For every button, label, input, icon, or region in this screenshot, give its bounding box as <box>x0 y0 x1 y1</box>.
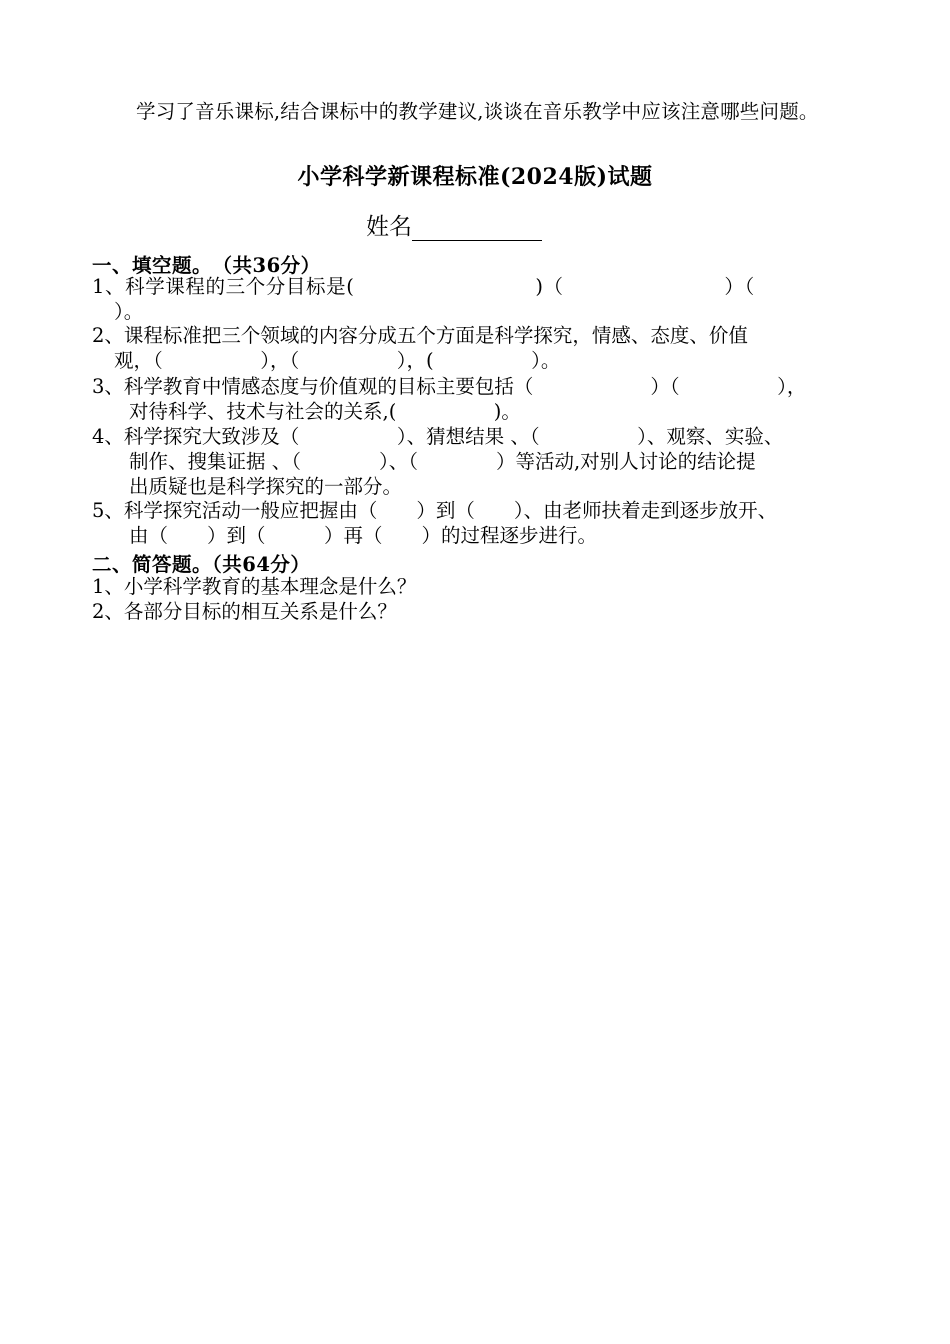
question-1-line-2: ）。 <box>114 300 144 323</box>
question-3 <box>92 374 868 424</box>
question-4-line-3: 出质疑也是科学探究的一部分。 <box>129 475 403 498</box>
question-5-line-2: 由（ ）到（ ）再（ ）的过程逐步进行。 <box>129 524 598 547</box>
page-title: 小学科学新课程标准(2024版)试题 <box>297 164 653 190</box>
question-2-line-2: 观，（ ），（ ），( ）。 <box>114 349 561 372</box>
question-4-line-1: 4、科学探究大致涉及（ ）、猜想结果 、（ ）、观察、实验、 <box>92 425 784 448</box>
intro-paragraph: 学习了音乐课标,结合课标中的教学建议,谈谈在音乐教学中应该注意哪些问题。 <box>136 100 819 123</box>
name-label: 姓名 <box>366 214 412 240</box>
section-short-answer-heading: 二、简答题。（共64分） <box>92 553 311 576</box>
question-3-line-2: 对待科学、技术与社会的关系,( )。 <box>129 400 521 423</box>
short-answer-question-1: 1、小学科学教育的基本理念是什么？ <box>92 575 417 598</box>
question-5 <box>92 498 868 548</box>
question-4 <box>92 424 868 499</box>
name-blank <box>412 216 542 241</box>
question-4-line-2: 制作、搜集证据 、（ ）、（ ）等活动,对别人讨论的结论提 <box>129 450 756 473</box>
short-answer-question-2: 2、各部分目标的相互关系是什么？ <box>92 600 397 623</box>
question-1-line-1: 1、科学课程的三个分目标是( )（ ）（ <box>92 275 755 298</box>
question-1 <box>92 274 868 324</box>
question-2 <box>92 323 868 373</box>
question-3-line-1: 3、科学教育中情感态度与价值观的目标主要包括（ ）（ ）， <box>92 375 807 398</box>
section-fill-blank-heading: 一、填空题。 （共36分） <box>92 254 321 277</box>
question-5-line-1: 5、科学探究活动一般应把握由（ ）到（ ）、由老师扶着走到逐步放开、 <box>92 499 778 522</box>
name-field <box>366 208 542 241</box>
question-2-line-1: 2、课程标准把三个领域的内容分成五个方面是科学探究，情感、态度、价值 <box>92 324 748 347</box>
